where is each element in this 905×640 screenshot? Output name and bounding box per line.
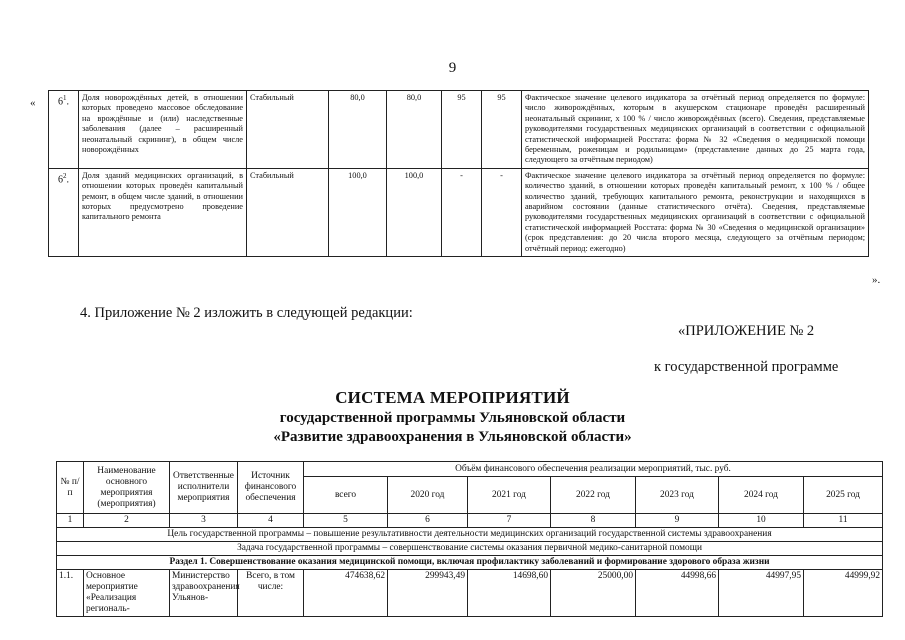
header-responsible: Ответственные исполнители мероприятия [170, 462, 238, 514]
program-task: Задача государственной программы – совершенствование системы оказания первичной медико-санитарной помощи [57, 542, 883, 556]
column-number: 7 [468, 514, 551, 528]
measure-responsible: Министерство здравоохранения Ульянов- [170, 570, 238, 617]
program-goal: Цель государственной программы – повышение результативности деятельности медицинских организаций государственной системы здравоохранения [57, 528, 883, 542]
table-row [49, 91, 869, 169]
section-heading: Раздел 1. Совершенствование оказания медицинской помощи, включая профилактику заболеваний и формирование здорового образа жизни [57, 556, 883, 570]
header-year: 2025 год [804, 477, 883, 514]
indicator-method: Фактическое значение целевого индикатора за отчётный период определяется по формуле: количество зданий, в отношении которых проведён капитальный ремонт, х 100 % / общее количество зданий, требующих капитального ремонта, реконструкции и находящихся в аварийном состоянии (данные статистического отчёта). Сведения, представляемые руководителями государственных медицинских организаций в соответствии с официальной статистической информацией Росстата: форма № 30 «Сведения о медицинской организации» (срок представления: до 20 числа второго месяца, следующего за отчётным периодом; отчётный период: ежегодно) [522, 168, 869, 256]
header-year: 2024 год [719, 477, 804, 514]
annex-heading: «ПРИЛОЖЕНИЕ № 2 [678, 323, 815, 339]
measure-value: 44997,95 [719, 570, 804, 617]
indicator-value: 80,0 [387, 91, 442, 169]
header-num: № п/п [57, 462, 84, 514]
indicator-name: Доля новорождённых детей, в отношении которых проведено массовое обследование на врождённые и (или) наследственные заболевания (далее – расширенный неонатальный скрининг), в общем числе новорождённых [79, 91, 247, 169]
table-row [49, 168, 869, 256]
indicator-value: - [442, 168, 482, 256]
indicator-value: 100,0 [329, 168, 387, 256]
header-year: 2022 год [551, 477, 636, 514]
header-volume: Объём финансового обеспечения реализации мероприятий, тыс. руб. [304, 462, 883, 477]
indicator-trend: Стабильный [247, 168, 329, 256]
column-number: 3 [170, 514, 238, 528]
measure-value: 44998,66 [636, 570, 719, 617]
row-number: $6^2$. [49, 168, 79, 256]
program-title: «Развитие здравоохранения в Ульяновской области» [273, 429, 632, 445]
measure-name: Основное мероприятие «Реализация региональ- [84, 570, 170, 617]
column-number: 2 [84, 514, 170, 528]
document-subtitle: государственной программы Ульяновской области [279, 410, 626, 426]
indicators-table-continuation [48, 90, 869, 257]
page-number: 9 [448, 60, 457, 76]
indicator-value: 80,0 [329, 91, 387, 169]
indicator-value: 95 [442, 91, 482, 169]
row-number: $6^1$. [49, 91, 79, 169]
task-row [57, 542, 883, 556]
measures-table [56, 461, 883, 617]
indicator-value: 100,0 [387, 168, 442, 256]
indicator-value: 95 [482, 91, 522, 169]
annex-subheading: к государственной программе [654, 359, 839, 375]
measure-value: 299943,49 [388, 570, 468, 617]
indicator-method: Фактическое значение целевого индикатора за отчётный период определяется по формуле: число живорождённых, которым в акушерском стационаре проведён расширенный неонатальный скрининг, х 100 % / число живорождённых (всего). Сведения, представляемые руководителями государственных медицинских организаций в соответствии с официальной статистической информацией Росстата: форма № 32 «Сведения о медицинской помощи беременным, роженицам и родильницам» (представление данных до 25 марта года, следующего за отчётным периодом) [522, 91, 869, 169]
indicator-trend: Стабильный [247, 91, 329, 169]
section-row [57, 556, 883, 570]
column-number: 9 [636, 514, 719, 528]
indicator-value: - [482, 168, 522, 256]
closing-quote: ». [872, 274, 881, 286]
amendment-paragraph: 4. Приложение № 2 изложить в следующей редакции: [80, 305, 413, 321]
column-number: 4 [238, 514, 304, 528]
column-number: 5 [304, 514, 388, 528]
measure-source: Всего, в том числе: [238, 570, 304, 617]
measure-value: 44999,92 [804, 570, 883, 617]
table-header-row [57, 462, 883, 477]
column-number: 1 [57, 514, 84, 528]
document-title: СИСТЕМА МЕРОПРИЯТИЙ [335, 388, 570, 407]
table-row [57, 570, 883, 617]
header-year: всего [304, 477, 388, 514]
measure-value: 474638,62 [304, 570, 388, 617]
measure-value: 25000,00 [551, 570, 636, 617]
measure-number: 1.1. [57, 570, 84, 617]
column-number: 11 [804, 514, 883, 528]
column-number-row [57, 514, 883, 528]
column-number: 10 [719, 514, 804, 528]
column-number: 8 [551, 514, 636, 528]
indicator-name: Доля зданий медицинских организаций, в отношении которых проведён капитальный ремонт, в общем числе зданий, в отношении которых предусмотрено проведение капитального ремонта [79, 168, 247, 256]
header-year: 2023 год [636, 477, 719, 514]
opening-quote: « [30, 97, 36, 109]
header-name: Наименование основного мероприятия (мероприятия) [84, 462, 170, 514]
goal-row [57, 528, 883, 542]
header-year: 2020 год [388, 477, 468, 514]
header-year: 2021 год [468, 477, 551, 514]
header-source: Источник финансового обеспечения [238, 462, 304, 514]
column-number: 6 [388, 514, 468, 528]
measure-value: 14698,60 [468, 570, 551, 617]
